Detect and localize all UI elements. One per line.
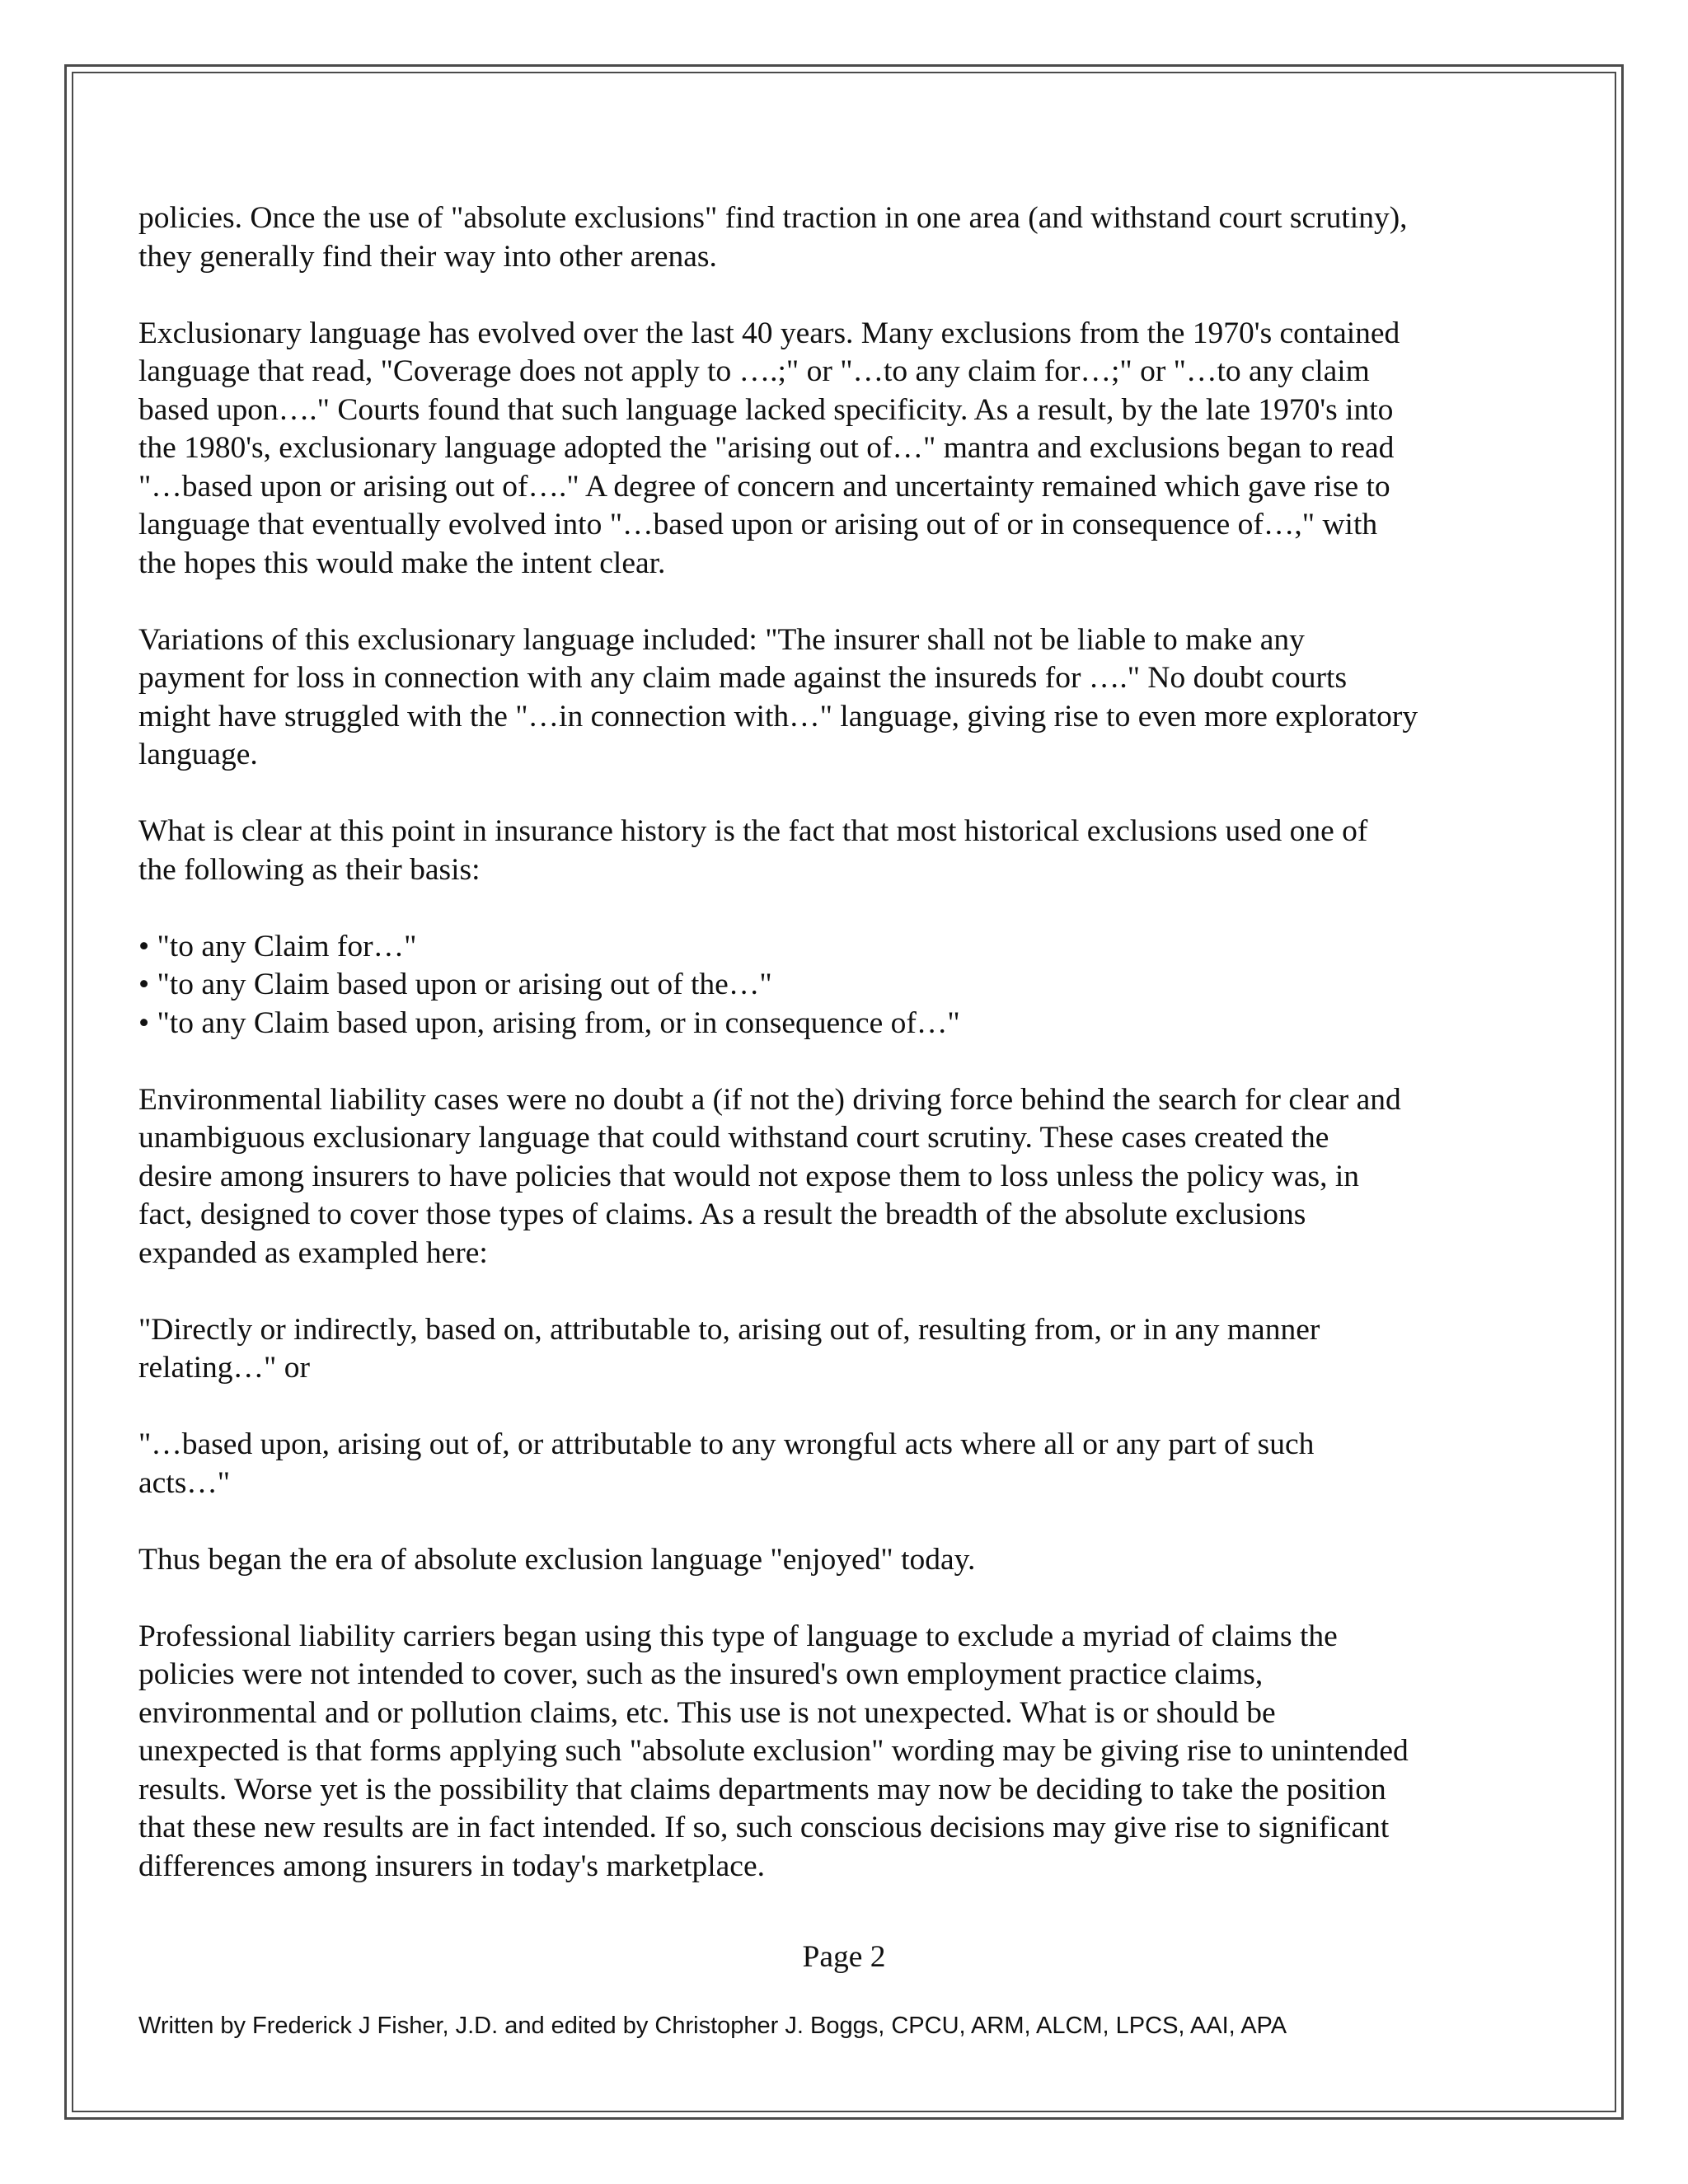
bullet-item: • "to any Claim based upon or arising out of the…" [138,968,772,1001]
paragraph: Variations of this exclusionary language included: "The insurer shall not be liable to make any payment for loss in connection with any claim made against the insureds for …." No doubt courts might have struggled with the "…in connection with…" language, giving rise to even more exploratory language. [138,622,1418,771]
paragraph: Environmental liability cases were no doubt a (if not the) driving force behind the search for clear and unambiguous exclusionary language that could withstand court scrutiny. These cases created the desire among insurers to have policies that would not expose them to loss unless the policy was, in fact, designed to cover those types of claims. As a result the breadth of the absolute exclusions expanded as exampled here: [138,1082,1401,1270]
document-body [138,199,1523,1924]
paragraph: policies. Once the use of "absolute exclusions" find traction in one area (and withstand court scrutiny), they generally find their way into other arenas. [138,201,1408,274]
quoted-paragraph: "…based upon, arising out of, or attributable to any wrongful acts where all or any part of such acts…" [138,1427,1315,1500]
bullet-item: • "to any Claim based upon, arising from, or in consequence of…" [138,1005,960,1040]
bullet-list [138,928,1523,1043]
paragraph: What is clear at this point in insurance history is the fact that most historical exclusions used one of the following as their basis: [138,814,1368,887]
paragraph: Professional liability carriers began using this type of language to exclude a myriad of claims the policies were not intended to cover, such as the insured's own employment practice claims, environmental and or pollution claims, etc. This use is not unexpected. What is or should be unexpected is that forms applying such "absolute exclusion" wording may be giving rise to unintended results. Worse yet is the possibility that claims departments may now be deciding to take the position that these new results are in fact intended. If so, such conscious decisions may give rise to significant differences among insurers in today's marketplace. [138,1619,1409,1883]
page-number: Page 2 [802,1940,886,1974]
bullet-item: • "to any Claim for…" [138,929,417,963]
quoted-paragraph: "Directly or indirectly, based on, attributable to, arising out of, resulting from, or in any manner relating…" or [138,1312,1320,1385]
paragraph: Thus began the era of absolute exclusion language "enjoyed" today. [138,1542,976,1577]
author-credit: Written by Frederick J Fisher, J.D. and edited by Christopher J. Boggs, CPCU, ARM, ALCM, LPCS, AAI, APA [138,2013,1287,2039]
paragraph: Exclusionary language has evolved over the last 40 years. Many exclusions from the 1970's contained language that read, "Coverage does not apply to ….;" or "…to any claim for…;" or "…to any claim based upon…." Courts found that such language lacked specificity. As a result, by the late 1970's into the 1980's, exclusionary language adopted the "arising out of…" mantra and exclusions began to read "…based upon or arising out of…." A degree of concern and uncertainty remained which gave rise to language that eventually evolved into "…based upon or arising out of or in consequence of…," with the hopes this would make the intent clear. [138,316,1400,580]
